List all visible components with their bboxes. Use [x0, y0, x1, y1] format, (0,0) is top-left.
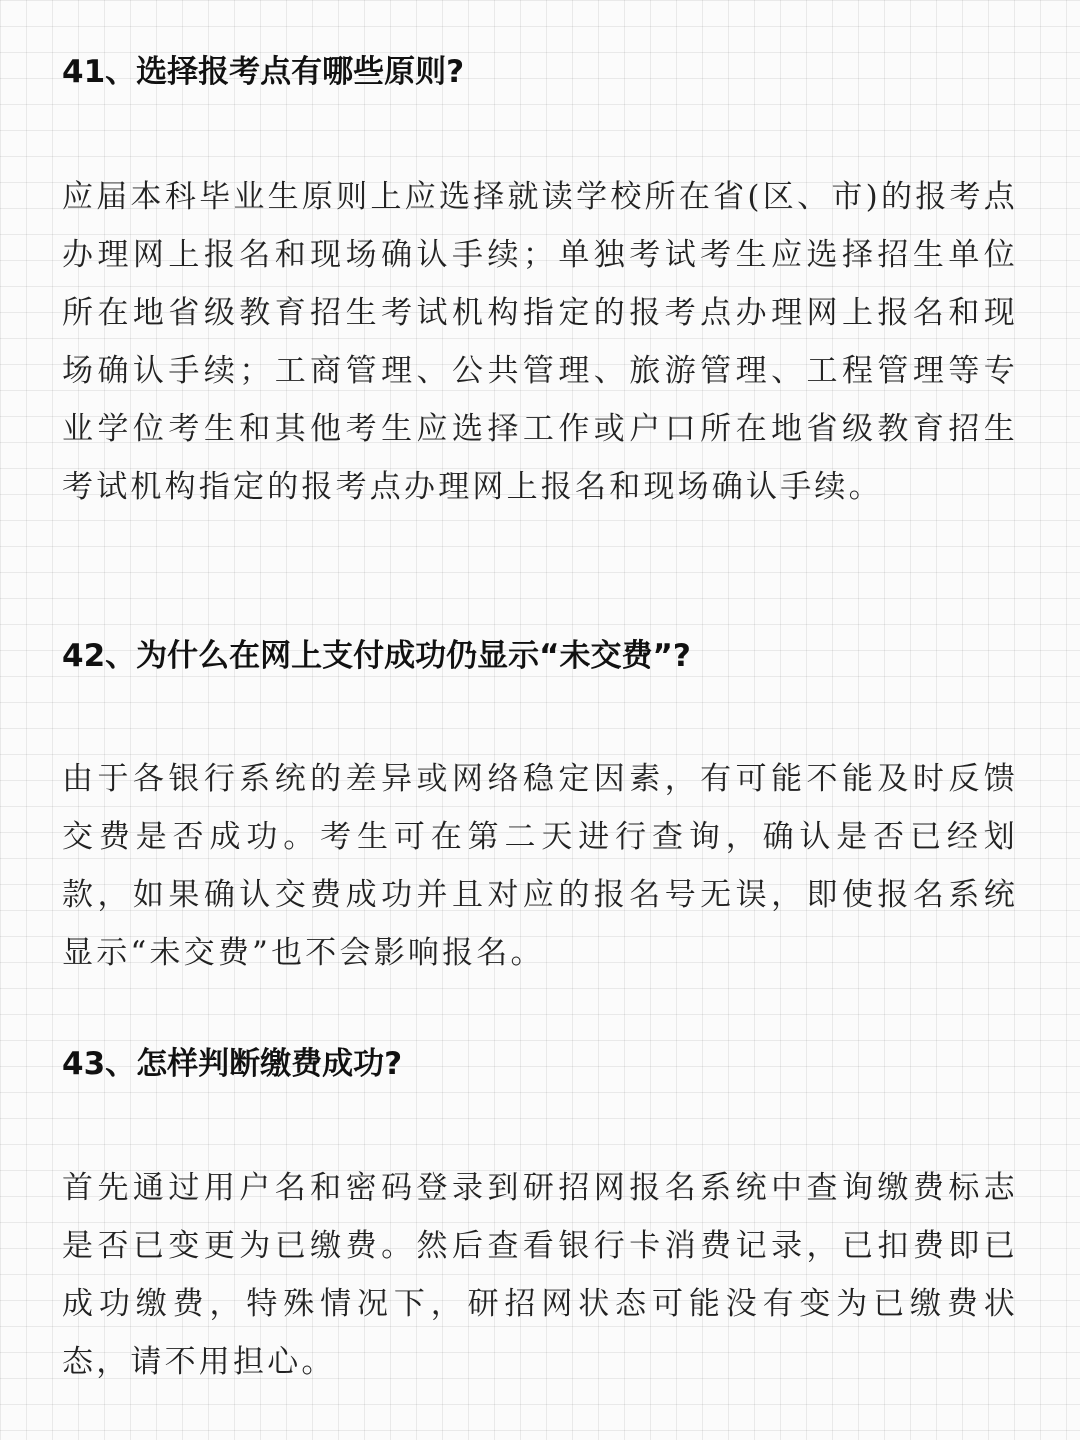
answer-text: 由于各银行系统的差异或网络稳定因素，有可能不能及时反馈交费是否成功。考生可在第二天进行查询，确认是否已经划款，如果确认交费成功并且对应的报名号无误，即使报名系统显示“未交费”也不会影响报名。 [62, 761, 1018, 971]
answer-text: 应届本科毕业生原则上应选择就读学校所在省(区、市)的报考点办理网上报名和现场确认手续；单独考试考生应选择招生单位所在地省级教育招生考试机构指定的报考点办理网上报名和现场确认手续；工商管理、公共管理、旅游管理、工程管理等专业学位考生和其他考生应选择工作或户口所在地省级教育招生考试机构指定的报考点办理网上报名和现场确认手续。 [62, 179, 1018, 505]
question-heading: 41、选择报考点有哪些原则? [62, 54, 465, 90]
question-heading: 42、为什么在网上支付成功仍显示“未交费”? [62, 638, 691, 674]
question-heading: 43、怎样判断缴费成功? [62, 1046, 403, 1082]
answer-text: 首先通过用户名和密码登录到研招网报名系统中查询缴费标志是否已变更为已缴费。然后查看银行卡消费记录，已扣费即已成功缴费，特殊情况下，研招网状态可能没有变为已缴费状态，请不用担心。 [62, 1170, 1018, 1380]
faq-item [62, 636, 1018, 982]
faq-item [62, 52, 1018, 516]
faq-item [62, 1044, 1018, 1391]
